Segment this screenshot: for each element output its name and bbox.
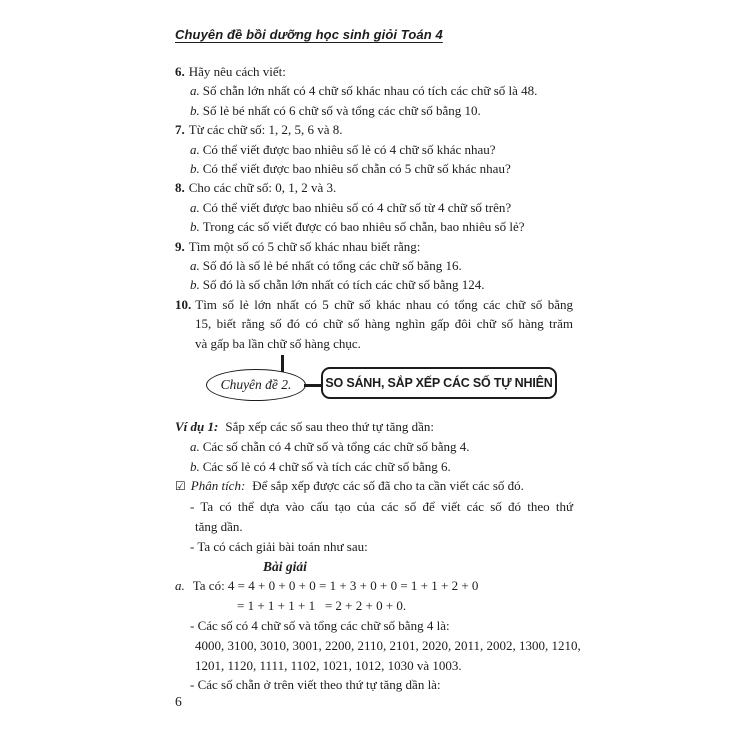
numbers-text-1: 4000, 3100, 3010, 3001, 2200, 2110, 2101, 2020, 2011, 2002, 1300, 1210, [195, 637, 581, 653]
problem-7-item-a [0, 140, 750, 159]
problem-7-item-b [0, 159, 750, 178]
solution-title: Bài giải [263, 558, 307, 574]
equation-line-2 [0, 596, 750, 616]
item-a-label: a. [190, 83, 200, 99]
problem-10-line-1 [0, 295, 750, 314]
numbers-list-line-1 [0, 636, 750, 656]
item-b-label: b. [190, 161, 200, 177]
problem-list [0, 62, 750, 353]
solution-note-1 [0, 616, 750, 636]
problem-10-line-3 [0, 334, 750, 353]
example-item-b [0, 457, 750, 477]
problem-6-number: 6. [175, 64, 185, 79]
problem-9-text: Tìm một số có 5 chữ số khác nhau biết rằng: [188, 238, 421, 254]
problem-9-item-b [0, 275, 750, 294]
analysis-note-1-line-2 [0, 517, 750, 537]
equation-line-1 [0, 576, 750, 596]
problem-10-line-2 [0, 314, 750, 333]
item-b-label: b. [190, 219, 200, 235]
problem-9-item-a [0, 256, 750, 275]
note-text: tăng dần. [195, 518, 243, 534]
connector-horizontal-line [304, 384, 322, 387]
item-a-text: Số đó là số lẻ bé nhất có tổng các chữ số bằng 16. [202, 258, 462, 274]
connector-vertical-line [281, 355, 284, 372]
item-b-text: Có thể viết được bao nhiêu số chẵn có 5 chữ số khác nhau? [202, 161, 511, 177]
analysis-text: Để sắp xếp được các số đã cho ta cần viết các số đó. [252, 478, 524, 494]
topic-title-box [321, 367, 557, 399]
item-b-text: Trong các số viết được có bao nhiêu số chẵn, bao nhiêu số lẻ? [202, 219, 525, 235]
equation-text-1: Ta có: 4 = 4 + 0 + 0 + 0 = 1 + 3 + 0 + 0 = 1 + 1 + 2 + 0 [192, 578, 479, 594]
numbers-text-2: 1201, 1120, 1111, 1102, 1021, 1012, 1030 và 1003. [195, 657, 462, 673]
item-a-text: Số chẵn lớn nhất có 4 chữ số khác nhau có tích các chữ số là 48. [202, 83, 538, 99]
item-b-label: b. [190, 102, 200, 118]
equation-text-2: = 1 + 1 + 1 + 1 = 2 + 2 + 0 + 0. [237, 598, 407, 614]
problem-10-text-3: và gấp ba lần chữ số hàng chục. [195, 335, 361, 351]
problem-8-item-a [0, 198, 750, 217]
note-text: - Ta có thể dựa vào cấu tạo của các số để viết các số đó theo thứ [190, 499, 573, 515]
item-b-text: Các số lẻ có 4 chữ số và tích các chữ số bằng 6. [202, 458, 451, 474]
example-heading-text: Sắp xếp các số sau theo thứ tự tăng dần: [225, 419, 435, 434]
numbers-list-line-2 [0, 656, 750, 676]
problem-7-number: 7. [175, 122, 185, 138]
topic-label-ellipse [206, 369, 306, 401]
item-a-text: Các số chẵn có 4 chữ số và tổng các chữ số bằng 4. [202, 438, 470, 454]
problem-8-item-b [0, 217, 750, 236]
example-heading-label: Ví dụ 1: [175, 419, 219, 434]
problem-8-number: 8. [175, 180, 185, 196]
problem-9-number: 9. [175, 238, 185, 254]
problem-10-text-2: 15, biết rằng số đó có chữ số hàng nghìn gấp đôi chữ số hàng trăm [195, 316, 573, 332]
problem-10-number: 10. [175, 296, 192, 312]
solution-note-2 [0, 675, 750, 695]
item-a-label: a. [190, 258, 200, 274]
item-b-label: b. [190, 458, 200, 474]
item-b-text: Số lẻ bé nhất có 6 chữ số và tổng các chữ số bằng 10. [202, 102, 481, 118]
equation-label: a. [175, 578, 185, 594]
problem-7-title [0, 120, 750, 139]
example-section [0, 417, 750, 695]
analysis-label: Phân tích: [190, 478, 246, 494]
problem-10-text-1: Tìm số lẻ lớn nhất có 5 chữ số khác nhau có tổng các chữ số bằng [195, 296, 573, 312]
item-b-text: Số đó là số chẵn lớn nhất có tích các chữ số bằng 124. [202, 277, 485, 293]
problem-7-text: Từ các chữ số: 1, 2, 5, 6 và 8. [188, 122, 343, 138]
note-text: - Ta có cách giải bài toán như sau: [190, 538, 368, 554]
problem-6-title [0, 62, 750, 81]
problem-6-item-a [0, 81, 750, 100]
problem-8-title [0, 178, 750, 197]
problem-9-title [0, 237, 750, 256]
page-number: 6 [175, 694, 182, 709]
analysis-note-2 [0, 537, 750, 557]
item-a-label: a. [190, 438, 200, 454]
example-heading [0, 417, 750, 437]
problem-8-text: Cho các chữ số: 0, 1, 2 và 3. [188, 180, 337, 196]
item-a-label: a. [190, 141, 200, 157]
example-item-a [0, 437, 750, 457]
problem-6-text: Hãy nêu cách viết: [188, 64, 286, 79]
problem-6-item-b [0, 101, 750, 120]
note-text: - Các số chẵn ở trên viết theo thứ tự tăng dần là: [190, 677, 441, 693]
item-a-text: Có thể viết được bao nhiêu số có 4 chữ số từ 4 chữ số trên? [202, 199, 512, 215]
analysis-line [0, 476, 750, 497]
checked-box-icon: ☑ [175, 479, 186, 494]
analysis-note-1-line-1 [0, 497, 750, 517]
topic-label: Chuyên đề 2. [220, 377, 292, 392]
item-a-label: a. [190, 199, 200, 215]
item-b-label: b. [190, 277, 200, 293]
topic-title: SO SÁNH, SẮP XẾP CÁC SỐ TỰ NHIÊN [325, 376, 553, 390]
running-head-title: Chuyên đề bồi dưỡng học sinh giỏi Toán 4 [175, 27, 443, 42]
note-text: - Các số có 4 chữ số và tổng các chữ số bằng 4 là: [190, 617, 450, 633]
item-a-text: Có thể viết được bao nhiêu số lẻ có 4 chữ số khác nhau? [202, 141, 496, 157]
